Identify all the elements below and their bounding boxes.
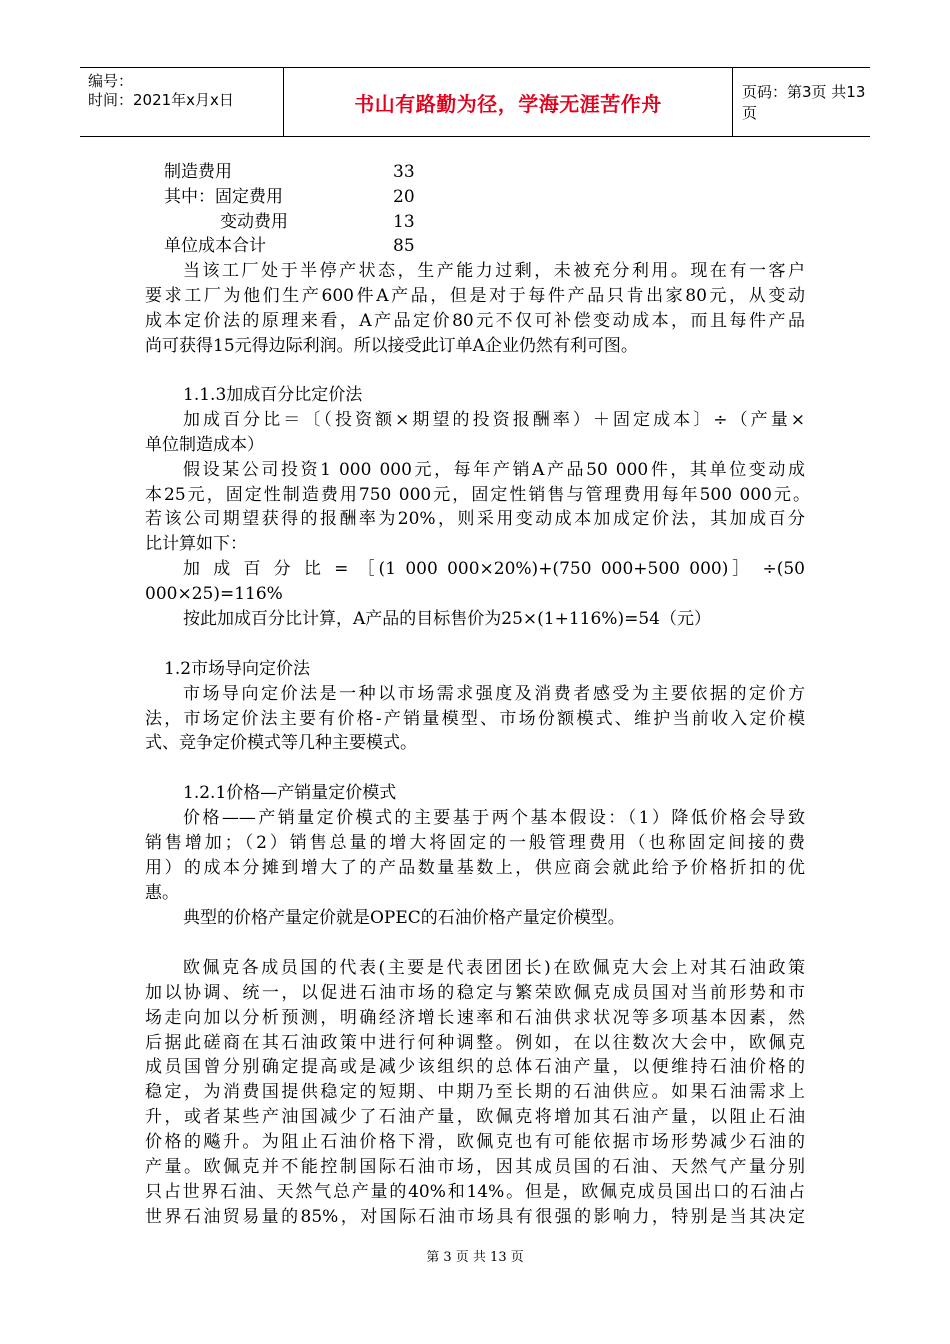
cost-label: 制造费用 [164, 162, 232, 182]
paragraph-line: 典型的价格产量定价就是OPEC的石油价格产量定价模型。 [183, 908, 625, 928]
formula-line: 000×25)=116% [145, 584, 283, 604]
header-info-cell [80, 68, 284, 136]
document-time-label: 时间：2021年x月x日 [88, 91, 234, 109]
paragraph-line: 式、竞争定价模式等几种主要模式。 [145, 733, 417, 753]
paragraph-line: 成员国曾分别确定提高或是减少该组织的总体石油产量，以便维持石油价格的 [145, 1057, 805, 1077]
paragraph-line: 只占世界石油、天然气总产量的40%和14%。但是，欧佩克成员国出口的石油占 [145, 1182, 805, 1202]
paragraph-line: 后据此磋商在其石油政策中进行何种调整。例如，在以往数次大会中，欧佩克 [145, 1033, 805, 1053]
paragraph-line: 世界石油贸易量的85%，对国际石油市场具有很强的影响力，特别是当其决定 [145, 1207, 805, 1227]
section-heading: 1.1.3加成百分比定价法 [183, 385, 363, 405]
paragraph-line: 若该公司期望获得的报酬率为20%，则采用变动成本加成定价法，其加成百分 [145, 509, 805, 529]
paragraph-line: 价格——产销量定价模式的主要基于两个基本假设：（1）降低价格会导致 [183, 808, 805, 828]
document-number-label: 编号： [88, 72, 134, 90]
paragraph-line: 当该工厂处于半停产状态，生产能力过剩，未被充分利用。现在有一客户 [183, 261, 805, 281]
paragraph-line: 假设某公司投资1 000 000元，每年产销A产品50 000件，其单位变动成 [183, 460, 805, 480]
cost-value: 33 [393, 162, 415, 182]
header-page-label: 页码：第3页 共13页 [742, 83, 866, 122]
paragraph-line: 场走向加以分析预测，明确经济增长速率和石油供求状况等多项基本因素，然 [145, 1008, 805, 1028]
page-header [80, 67, 870, 137]
paragraph-line: 比计算如下： [145, 534, 247, 554]
page-footer: 第 3 页 共 13 页 [426, 1250, 524, 1265]
paragraph-line: 市场导向定价法是一种以市场需求强度及消费者感受为主要依据的定价方 [183, 684, 805, 704]
paragraph-line: 要求工厂为他们生产600件A产品，但是对于每件产品只肯出家80元，从变动 [145, 286, 805, 306]
section-heading: 1.2市场导向定价法 [164, 659, 311, 679]
paragraph-line: 欧佩克各成员国的代表(主要是代表团团长)在欧佩克大会上对其石油政策 [183, 958, 805, 978]
cost-value: 20 [393, 187, 415, 207]
paragraph-line: 用）的成本分摊到增大了的产品数量基数上，供应商会就此给予价格折扣的优 [145, 858, 805, 878]
cost-value: 85 [393, 236, 415, 256]
cost-value: 13 [393, 212, 415, 232]
paragraph-line: 成本定价法的原理来看，A产品定价80元不仅可补偿变动成本，而且每件产品 [145, 311, 805, 331]
paragraph-line: 按此加成百分比计算，A产品的目标售价为25×(1+116%)=54（元） [183, 609, 711, 629]
cost-label: 变动费用 [220, 212, 288, 232]
paragraph-line: 惠。 [145, 883, 179, 903]
cost-label: 其中：固定费用 [164, 187, 283, 207]
header-motto: 书山有路勤为径，学海无涯苦作舟 [284, 68, 733, 136]
paragraph-line: 销售增加；（2）销售总量的增大将固定的一般管理费用（也称固定间接的费 [145, 833, 805, 853]
paragraph-line: 价格的飚升。为阻止石油价格下滑，欧佩克也有可能依据市场形势减少石油的 [145, 1132, 805, 1152]
paragraph-line: 加成百分比＝〔（投资额×期望的投资报酬率）＋固定成本〕÷（产量× [183, 410, 805, 430]
paragraph-line: 单位制造成本） [145, 435, 264, 455]
paragraph-line: 法，市场定价法主要有价格-产销量模型、市场份额模式、维护当前收入定价模 [145, 709, 805, 729]
paragraph-line: 尚可获得15元得边际利润。所以接受此订单A企业仍然有利可图。 [145, 336, 638, 356]
paragraph-line: 加以协调、统一，以促进石油市场的稳定与繁荣欧佩克成员国对当前形势和市 [145, 983, 805, 1003]
section-heading: 1.2.1价格—产销量定价模式 [183, 783, 397, 803]
paragraph-line: 本25元，固定性制造费用750 000元，固定性销售与管理费用每年500 000元。 [145, 485, 810, 505]
paragraph-line: 产量。欧佩克并不能控制国际石油市场，因其成员国的石油、天然气产量分别 [145, 1157, 805, 1177]
paragraph-line: 升，或者某些产油国减少了石油产量，欧佩克将增加其石油产量，以阻止石油 [145, 1107, 805, 1127]
formula-line: 加 成 百 分 比 = ［(1 000 000×20%)+(750 000+500 000)］ ÷(50 [183, 559, 805, 579]
cost-label: 单位成本合计 [164, 236, 266, 256]
paragraph-line: 稳定，为消费国提供稳定的短期、中期乃至长期的石油供应。如果石油需求上 [145, 1082, 805, 1102]
